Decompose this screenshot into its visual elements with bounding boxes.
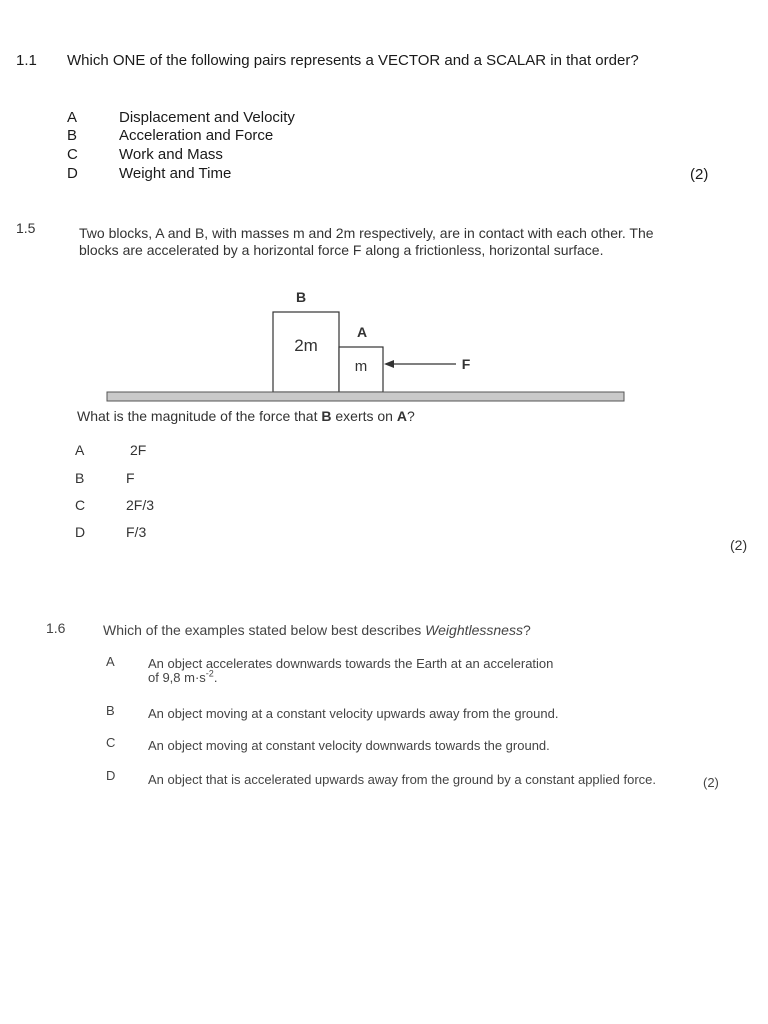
marks: (2) bbox=[703, 775, 719, 790]
option-text: Work and Mass bbox=[119, 146, 223, 163]
option-text: An object moving at a constant velocity upwards away from the ground. bbox=[148, 706, 559, 721]
question-stem: Two blocks, A and B, with masses m and 2m respectively, are in contact with each other. The blocks are accelerated by a horizontal force F along a frictionless, horizontal surface. bbox=[79, 225, 654, 258]
option-text: An object that is accelerated upwards away from the ground by a constant applied force. bbox=[148, 772, 657, 787]
option-letter: C bbox=[67, 146, 78, 163]
question-number: 1.6 bbox=[46, 620, 66, 636]
option-text: Acceleration and Force bbox=[119, 127, 274, 144]
question-stem: Which ONE of the following pairs represents a VECTOR and a SCALAR in that order? bbox=[67, 52, 639, 69]
prompt-text: What is the magnitude of the force that bbox=[77, 408, 322, 424]
option-text: An object moving at constant velocity downwards towards the ground. bbox=[148, 738, 550, 753]
prompt-text: exerts on bbox=[331, 408, 397, 424]
exponent: -2 bbox=[205, 668, 214, 679]
option-letter: D bbox=[75, 524, 86, 540]
option-line: An object accelerates downwards towards the Earth at an acceleration bbox=[148, 656, 554, 671]
option-letter: B bbox=[67, 127, 78, 144]
question-number: 1.1 bbox=[16, 52, 37, 69]
force-label: F bbox=[461, 356, 471, 372]
option-letter: C bbox=[106, 735, 116, 750]
block-a-label: A bbox=[356, 324, 368, 340]
block-b-mass: 2m bbox=[294, 336, 318, 355]
option-letter: D bbox=[106, 768, 116, 783]
option-text: F bbox=[126, 470, 135, 486]
stem-italic: Weightlessness bbox=[425, 622, 523, 638]
blocks-diagram bbox=[100, 285, 630, 410]
option-text: 2F bbox=[130, 442, 147, 458]
option-letter: A bbox=[106, 654, 115, 669]
option-letter: C bbox=[75, 497, 86, 513]
marks: (2) bbox=[730, 537, 748, 553]
option-line: . bbox=[213, 670, 218, 685]
option-letter: A bbox=[67, 109, 78, 126]
option-text: F/3 bbox=[126, 524, 147, 540]
option-line: of 9,8 m·s bbox=[148, 670, 206, 685]
option-text: Displacement and Velocity bbox=[119, 109, 295, 126]
prompt-bold-a: A bbox=[396, 408, 407, 424]
option-letter: B bbox=[75, 470, 85, 486]
stem-text: ? bbox=[522, 622, 531, 638]
option-text: Weight and Time bbox=[119, 165, 232, 182]
block-b-label: B bbox=[295, 289, 307, 305]
prompt-text: ? bbox=[406, 408, 415, 424]
option-text: 2F/3 bbox=[126, 497, 155, 513]
question-prompt bbox=[77, 408, 415, 425]
question-stem bbox=[103, 622, 531, 639]
prompt-bold-b: B bbox=[321, 408, 332, 424]
force-arrowhead bbox=[384, 360, 394, 368]
marks: (2) bbox=[690, 166, 709, 183]
stem-text: Which of the examples stated below best describes bbox=[103, 622, 426, 638]
question-number: 1.5 bbox=[16, 220, 36, 236]
option-letter: A bbox=[75, 442, 85, 458]
horizontal-surface bbox=[107, 392, 624, 401]
option-letter: B bbox=[106, 703, 115, 718]
block-a-mass: m bbox=[354, 358, 368, 375]
option-letter: D bbox=[67, 165, 78, 182]
option-text bbox=[148, 657, 668, 685]
